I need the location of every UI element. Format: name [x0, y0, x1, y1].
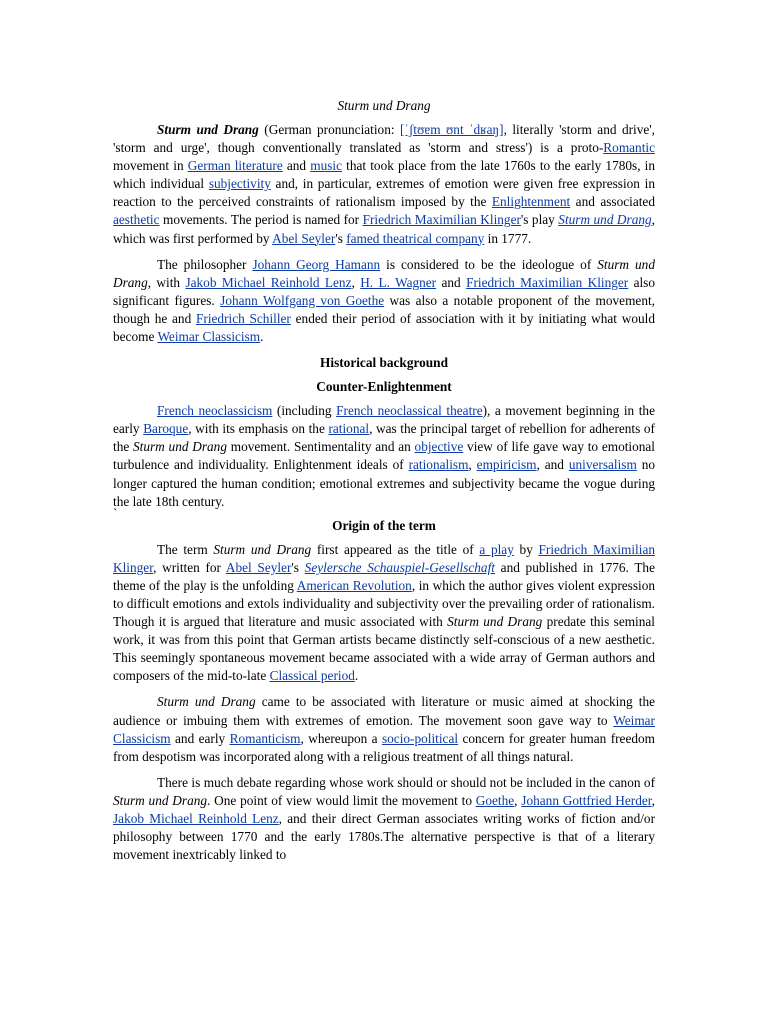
link-subjectivity[interactable]: subjectivity: [208, 176, 271, 192]
link-romantic[interactable]: Romantic: [603, 140, 655, 156]
italic-text: Sturm und Drang: [113, 792, 208, 808]
link-friedrich-maximilian-klinger[interactable]: Friedrich Maximilian Klinger: [113, 541, 655, 575]
link-friedrich-schiller[interactable]: Friedrich Schiller: [196, 310, 291, 326]
italic-text: Sturm und Drang: [157, 122, 259, 137]
italic-text: Sturm und Drang: [133, 439, 227, 455]
document-page: [113, 97, 655, 864]
link-a-play[interactable]: a play: [479, 541, 514, 557]
link-french-neoclassical-theatre[interactable]: French neoclassical theatre: [336, 403, 483, 419]
italic-text: Sturm und Drang: [558, 212, 652, 228]
link-german-literature[interactable]: German literature: [187, 158, 283, 174]
paragraph-origin-1: The term Sturm und Drang first appeared as the title of a play by Friedrich Maximilian Klinger, written for Abel Seyler's Seylersche Schauspiel-Gesellschaft and published in 1776. The theme of the play is the unfolding American Revolution, in which the author gives violent expression to difficult emotions and extols individuality and subjectivity over the prevailing order of rationalism. Though it is argued that literature and music associated with Sturm und Drang predate this seminal work, it was from this point that German artists became distinctly self-conscious of a new aesthetic. This seemingly spontaneous movement became associated with a wide array of German authors and composers of the mid-to-late Classical period.: [113, 541, 656, 684]
link-abel-seyler[interactable]: Abel Seyler: [272, 230, 336, 246]
link-objective[interactable]: objective: [414, 439, 464, 455]
link-t-m-nt-d-a[interactable]: [ˈʃtʊɐm ʊnt ˈdʁaŋ]: [400, 122, 504, 137]
link-baroque[interactable]: Baroque: [143, 421, 189, 437]
italic-text: Sturm und Drang: [157, 694, 256, 710]
link-friedrich-maximilian-klinger[interactable]: Friedrich Maximilian Klinger: [362, 212, 521, 228]
document-title: Sturm und Drang: [337, 98, 431, 113]
paragraph-debate: There is much debate regarding whose work should or should not be included in the canon of Sturm und Drang. One point of view would limit the movement to Goethe, Johann Gottfried Herder, Jakob Michael Reinhold Lenz, and their direct German associates writing works of fiction and/or philosophy between 1770 and the early 1780s.The alternative perspective is that of a literary movement inextricably linked to: [113, 774, 656, 863]
link-socio-political[interactable]: socio-political: [381, 730, 459, 746]
paragraph-counter-enlightenment: French neoclassicism (including French neoclassical theatre), a movement beginning in the early Baroque, with its emphasis on the rational, was the principal target of rebellion for adherents of the Sturm und Drang movement. Sentimentality and an objective view of life gave way to emotional turbulence and individuality. Enlightenment ideals of rationalism, empiricism, and universalism no longer captured the human condition; emotional extremes and subjectivity became the vogue during the late 18th century.: [113, 403, 656, 509]
link-aesthetic[interactable]: aesthetic: [113, 212, 160, 228]
paragraph-origin-2: Sturm und Drang came to be associated with literature or music aimed at shocking the audience or imbuing them with extremes of emotion. The movement soon gave way to Weimar Classicism and early Romanticism, whereupon a socio-political concern for greater human freedom from despotism was incorporated along with a religious treatment of all things natural.: [113, 694, 655, 764]
link-rational[interactable]: rational: [328, 421, 370, 437]
link-johann-georg-hamann[interactable]: Johann Georg Hamann: [252, 256, 381, 272]
link-romanticism[interactable]: Romanticism: [229, 730, 301, 746]
link-friedrich-maximilian-klinger[interactable]: Friedrich Maximilian Klinger: [466, 274, 629, 290]
link-universalism[interactable]: universalism: [568, 457, 637, 473]
heading-counter-enlightenment: Counter-Enlightenment: [316, 379, 452, 395]
link-famed-theatrical-company[interactable]: famed theatrical company: [346, 230, 485, 246]
link-empiricism[interactable]: empiricism: [476, 457, 537, 473]
link-classical-period[interactable]: Classical period: [269, 668, 355, 684]
heading-origin-of-term: Origin of the term: [332, 517, 436, 533]
link-american-revolution[interactable]: American Revolution: [296, 577, 412, 593]
link-johann-gottfried-herder[interactable]: Johann Gottfried Herder: [521, 792, 652, 808]
paragraph-intro: Sturm und Drang (German pronunciation: [ˈʃtʊɐm ʊnt ˈdʁaŋ], literally 'storm and drive', 'storm and urge', though conventionally translated as 'storm and stress') is a proto-Romantic movement in German literature and music that took place from the late 1760s to the early 1780s, in which individual subjectivity and, in particular, extremes of emotion were given free expression in reaction to the perceived constraints of rationalism imposed by the Enlightenment and associated aesthetic movements. The period is named for Friedrich Maximilian Klinger's play Sturm und Drang, which was first performed by Abel Seyler's famed theatrical company in 1777.: [113, 122, 656, 246]
link-johann-wolfgang-von-goethe[interactable]: Johann Wolfgang von Goethe: [220, 292, 385, 308]
bold-text: [157, 122, 259, 137]
link-rationalism[interactable]: rationalism: [408, 457, 469, 473]
link-abel-seyler[interactable]: Abel Seyler: [225, 559, 292, 575]
link-h-l-wagner[interactable]: H. L. Wagner: [360, 274, 437, 290]
link-jakob-michael-reinhold-lenz[interactable]: Jakob Michael Reinhold Lenz: [113, 811, 279, 826]
link-enlightenment[interactable]: Enlightenment: [491, 194, 571, 210]
link-music[interactable]: music: [310, 158, 342, 174]
paragraph-philosopher: The philosopher Johann Georg Hamann is considered to be the ideologue of Sturm und Drang, with Jakob Michael Reinhold Lenz, H. L. Wagner and Friedrich Maximilian Klinger also significant figures. Johann Wolfgang von Goethe was also a notable proponent of the movement, though he and Friedrich Schiller ended their period of association with it by initiating what would become Weimar Classicism.: [113, 256, 656, 345]
italic-text: Sturm und Drang: [447, 614, 543, 630]
italic-text: Seylersche Schauspiel-Gesellschaft: [304, 559, 495, 575]
italic-text: Sturm und Drang: [113, 256, 655, 290]
link-sturm-und-drang[interactable]: [558, 212, 651, 227]
link-goethe[interactable]: Goethe: [475, 792, 515, 808]
link-jakob-michael-reinhold-lenz[interactable]: Jakob Michael Reinhold Lenz: [185, 274, 352, 290]
stray-mark: `: [113, 505, 118, 521]
italic-text: Sturm und Drang: [213, 541, 312, 557]
link-weimar-classicism[interactable]: Weimar Classicism: [113, 712, 655, 746]
link-french-neoclassicism[interactable]: French neoclassicism: [157, 403, 273, 419]
heading-historical-background: Historical background: [320, 355, 448, 371]
link-weimar-classicism[interactable]: Weimar Classicism: [157, 329, 261, 345]
link-seylersche-schauspiel-gesellschaft[interactable]: [305, 560, 495, 575]
